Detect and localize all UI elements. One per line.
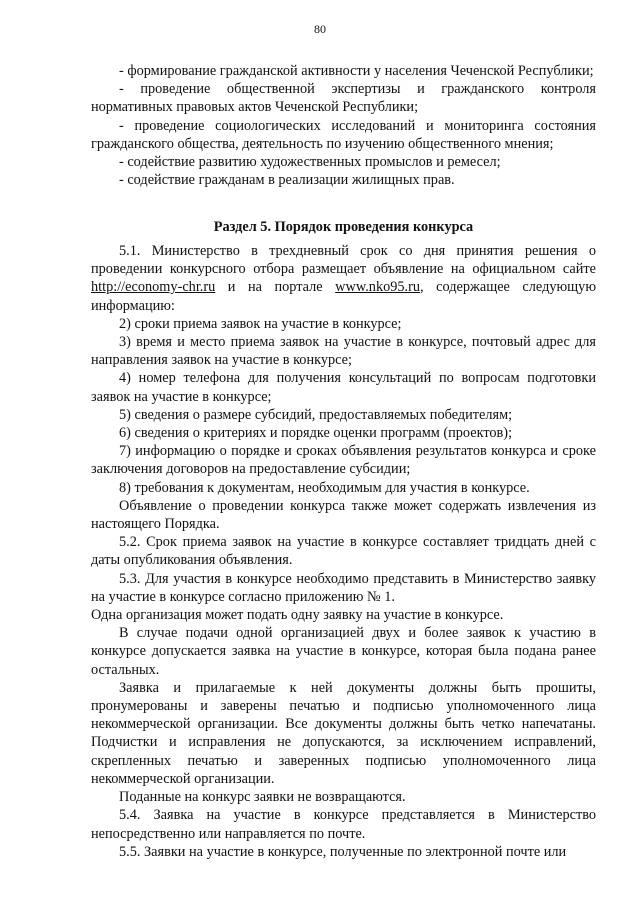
p51-text-middle: и на портале (215, 279, 336, 296)
page-number: 80 (314, 22, 326, 36)
paragraph-one-application: Одна организация может подать одну заявку на участие в конкурсе. (91, 607, 504, 624)
paragraph-5-2: 5.2. Срок приема заявок на участие в конкурсе составляет тридцать дней с даты опубликования объявления. (91, 534, 596, 569)
p51-text-after: , содержащее следующую информацию: (91, 279, 597, 314)
paragraph-announcement: Объявление о проведении конкурса также может содержать извлечения из настоящего Порядка. (91, 497, 596, 533)
list-item: - проведение социологических исследований и мониторинга состояния гражданского общества, деятельность по изучению общественного мнения; (91, 117, 596, 152)
list-item: 8) требования к документам, необходимым для участия в конкурсе. (119, 479, 530, 496)
p51-text-before: 5.1. Министерство в трехдневный срок со дня принятия решения о проведении конкурсного отбора размещает объявление на официальном сайте (91, 243, 596, 278)
section-5-body (91, 242, 596, 861)
nko-portal-link[interactable]: www.nko95.ru (335, 279, 421, 296)
section-title: Раздел 5. Порядок проведения конкурса (213, 219, 474, 235)
list-top (91, 62, 596, 189)
list-item: - проведение общественной экспертизы и гражданского контроля нормативных правовых актов Чеченской Республики; (91, 81, 596, 116)
paragraph-5-1 (91, 242, 596, 315)
list-item: - содействие гражданам в реализации жилищных прав. (119, 172, 455, 189)
paragraph-5-5: 5.5. Заявки на участие в конкурсе, полученные по электронной почте или (119, 843, 567, 860)
list-item: 3) время и место приема заявок на участие в конкурсе, почтовый адрес для направления заявок на участие в конкурсе; (91, 334, 596, 369)
paragraph-not-returned: Поданные на конкурс заявки не возвращаются. (119, 789, 406, 806)
section-5 (91, 218, 596, 236)
list-item: 7) информацию о порядке и сроках объявления результатов конкурса и сроке заключения договоров на предоставление субсидии; (91, 443, 596, 478)
list-item: - формирование гражданской активности у населения Чеченской Республики; (119, 63, 594, 79)
list-item: 2) сроки приема заявок на участие в конкурсе; (119, 315, 402, 332)
list-item: 6) сведения о критериях и порядке оценки программ (проектов); (119, 425, 513, 442)
list-item: - содействие развитию художественных промыслов и ремесел; (119, 154, 501, 171)
list-item: 4) номер телефона для получения консультаций по вопросам подготовки заявок на участие в конкурсе; (91, 370, 596, 405)
paragraph-5-4: 5.4. Заявка на участие в конкурсе представляется в Министерство непосредственно или направляется по почте. (91, 807, 596, 842)
paragraph-multiple-applications: В случае подачи одной организацией двух и более заявок к участию в конкурсе допускается заявка на участие в конкурсе, которая была подана ранее остальных. (91, 625, 596, 678)
list-item: 5) сведения о размере субсидий, предоставляемых победителям; (119, 406, 513, 423)
paragraph-5-3: 5.3. Для участия в конкурсе необходимо представить в Министерство заявку на участие в конкурсе согласно приложению № 1. (91, 570, 596, 605)
paragraph-document-requirements: Заявка и прилагаемые к ней документы должны быть прошиты, пронумерованы и заверены печатью и подписью уполномоченного лица некоммерческой организации. Все документы должны быть четко напечатаны. Подчистки и исправления не допускаются, за исключением исправлений, скрепленных печатью и заверенных подписью уполномоченного лица некоммерческой организации. (91, 679, 596, 787)
economy-site-link[interactable]: http://economy-chr.ru (91, 279, 216, 296)
